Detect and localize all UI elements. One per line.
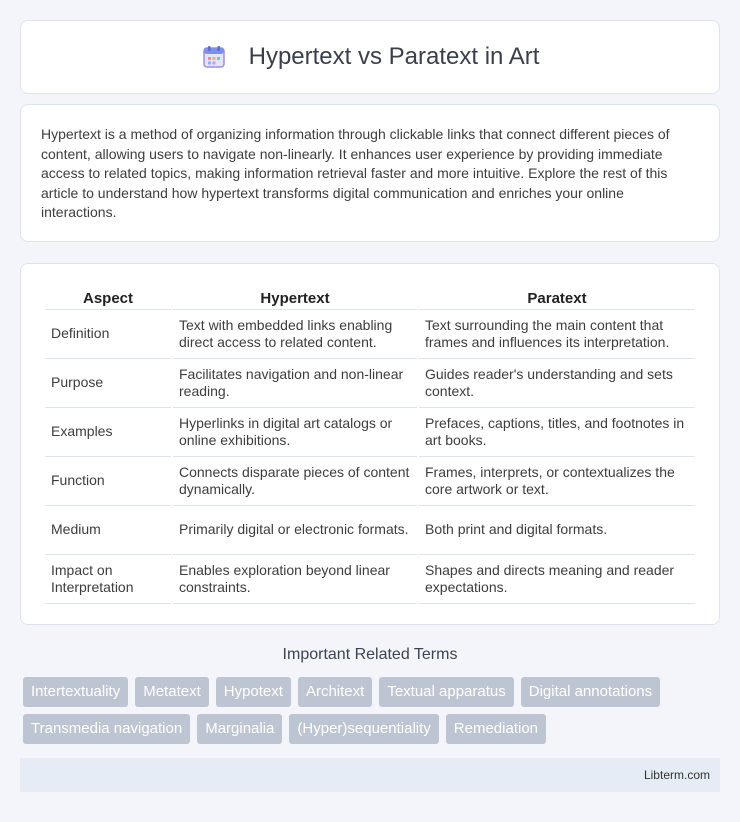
table-header-row: [45, 284, 695, 310]
header-card: [20, 20, 720, 94]
cell-paratext: Text surrounding the main content that frames and influences its interpretation.: [419, 310, 695, 359]
header-hypertext: Hypertext: [173, 284, 417, 310]
cell-paratext: Both print and digital formats.: [419, 506, 695, 555]
calendar-icon: [201, 44, 227, 70]
tag-digital-annotations[interactable]: Digital annotations: [521, 677, 660, 707]
tag-row: [23, 714, 723, 744]
tag-intertextuality[interactable]: Intertextuality: [23, 677, 128, 707]
cell-aspect: Examples: [45, 408, 171, 457]
comparison-table: [43, 284, 697, 604]
tag-architext[interactable]: Architext: [298, 677, 372, 707]
related-terms-list: [23, 677, 723, 751]
cell-aspect: Medium: [45, 506, 171, 555]
intro-text: Hypertext is a method of organizing information through clickable links that connect different pieces of content, allowing users to navigate non-linearly. It enhances user experience by providing immediate access to related topics, making information retrieval faster and more intuitive. Explore the rest of this article to understand how hypertext transforms digital communication and enriches your online interactions.: [41, 126, 670, 220]
tag-transmedia-navigation[interactable]: Transmedia navigation: [23, 714, 190, 744]
table-row: [45, 310, 695, 359]
footer: [20, 758, 720, 792]
intro-card: [20, 104, 720, 242]
cell-paratext: Prefaces, captions, titles, and footnotes in art books.: [419, 408, 695, 457]
cell-hypertext: Text with embedded links enabling direct access to related content.: [173, 310, 417, 359]
page-title: Hypertext vs Paratext in Art: [248, 43, 540, 70]
cell-hypertext: Connects disparate pieces of content dynamically.: [173, 457, 417, 506]
tag-textual-apparatus[interactable]: Textual apparatus: [379, 677, 513, 707]
tag-remediation[interactable]: Remediation: [446, 714, 546, 744]
cell-paratext: Guides reader's understanding and sets context.: [419, 359, 695, 408]
table-row: [45, 506, 695, 555]
cell-paratext: Shapes and directs meaning and reader expectations.: [419, 555, 695, 604]
table-row: [45, 457, 695, 506]
cell-aspect: Definition: [45, 310, 171, 359]
cell-hypertext: Hyperlinks in digital art catalogs or online exhibitions.: [173, 408, 417, 457]
cell-aspect: Impact on Interpretation: [45, 555, 171, 604]
footer-brand-link[interactable]: Libterm.com: [643, 768, 710, 782]
header-paratext: Paratext: [419, 284, 695, 310]
cell-hypertext: Enables exploration beyond linear constraints.: [173, 555, 417, 604]
table-row: [45, 408, 695, 457]
tag-hypotext[interactable]: Hypotext: [216, 677, 291, 707]
comparison-card: [20, 263, 720, 625]
tag-marginalia[interactable]: Marginalia: [197, 714, 282, 744]
tag-hypersequentiality[interactable]: (Hyper)sequentiality: [289, 714, 438, 744]
header-aspect: Aspect: [45, 284, 171, 310]
table-row: [45, 555, 695, 604]
cell-hypertext: Primarily digital or electronic formats.: [173, 506, 417, 555]
cell-aspect: Purpose: [45, 359, 171, 408]
cell-aspect: Function: [45, 457, 171, 506]
tag-row: [23, 677, 723, 707]
table-row: [45, 359, 695, 408]
cell-hypertext: Facilitates navigation and non-linear reading.: [173, 359, 417, 408]
related-terms-title: Important Related Terms: [282, 646, 458, 663]
cell-paratext: Frames, interprets, or contextualizes the core artwork or text.: [419, 457, 695, 506]
tag-metatext[interactable]: Metatext: [135, 677, 209, 707]
